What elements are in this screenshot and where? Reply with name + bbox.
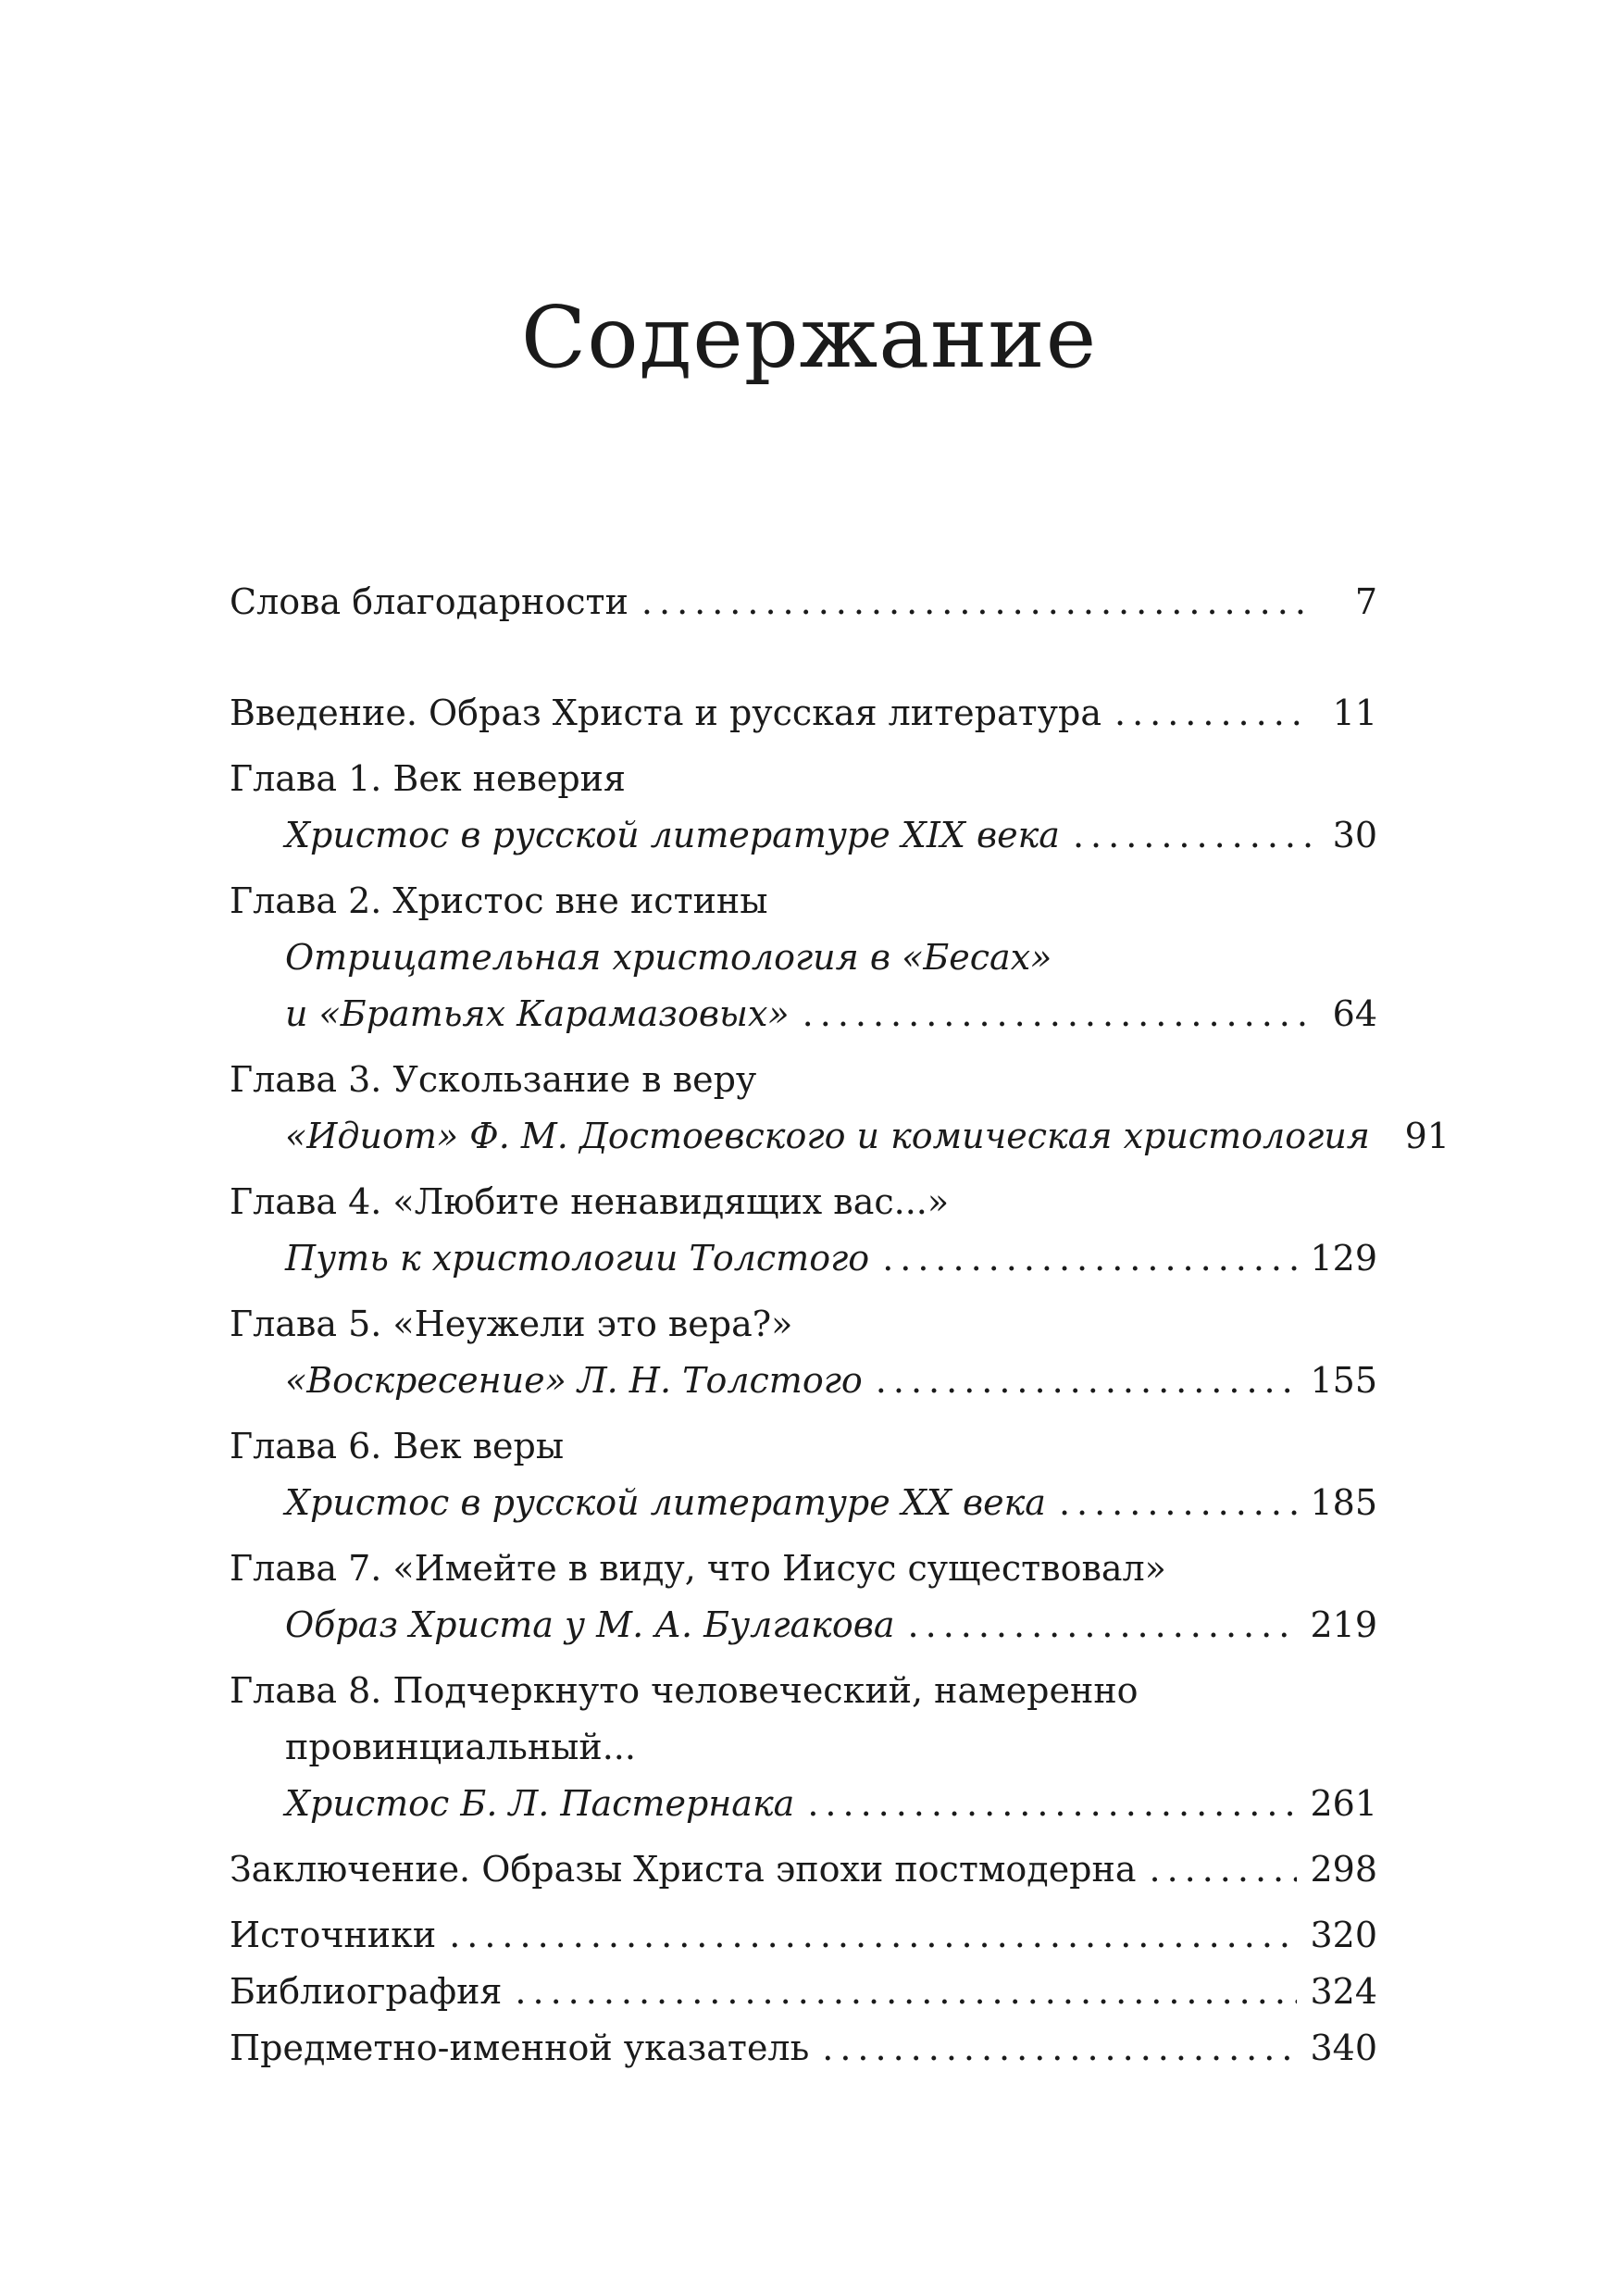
toc-entry-label: Заключение. Образы Христа эпохи постмодерна [230, 1849, 1137, 1890]
chapter-heading: Глава 2. Христос вне истины [230, 880, 768, 921]
chapter-subtitle: Образ Христа у М. А. Булгакова [285, 1604, 895, 1645]
toc-entry-label: Слова благодарности [230, 581, 629, 622]
toc-page-number: 324 [1310, 1971, 1377, 2012]
chapter-subtitle: Христос Б. Л. Пастернака [285, 1783, 795, 1824]
leader-dots [882, 1230, 1297, 1287]
toc-entry-chapter-6[interactable] [230, 1418, 1377, 1531]
toc-entry-label: Предметно-именной указатель [230, 2028, 810, 2068]
toc-page-number: 30 [1332, 815, 1377, 855]
toc-page-number: 7 [1354, 581, 1377, 622]
toc-entry-chapter-5[interactable] [230, 1296, 1377, 1409]
toc-page-number: 298 [1310, 1849, 1377, 1890]
page-title: Содержание [520, 287, 1098, 387]
toc-entry-chapter-4[interactable] [230, 1174, 1377, 1287]
chapter-heading: Глава 4. «Любите ненавидящих вас...» [230, 1181, 950, 1222]
toc-entry-index[interactable] [230, 2020, 1377, 2077]
toc-entry-chapter-3[interactable] [230, 1052, 1450, 1165]
toc-page-number: 129 [1310, 1238, 1377, 1279]
chapter-subtitle: Христос в русской литературе XX века [285, 1482, 1046, 1523]
toc-entry-acknowledgements[interactable] [230, 574, 1377, 630]
toc-page-number: 11 [1332, 693, 1377, 733]
leader-dots [641, 574, 1311, 630]
chapter-heading: Глава 7. «Имейте в виду, что Иисус существовал» [230, 1548, 1166, 1589]
toc-entry-chapter-1[interactable] [230, 751, 1377, 864]
leader-dots [1149, 1841, 1297, 1898]
chapter-subtitle: Христос в русской литературе XIX века [285, 815, 1060, 855]
toc-entry-chapter-8[interactable] [230, 1663, 1377, 1832]
chapter-subtitle: «Воскресение» Л. Н. Толстого [285, 1360, 863, 1401]
chapter-subtitle: и «Братьях Карамазовых» [285, 993, 790, 1034]
toc-entry-sources[interactable] [230, 1907, 1377, 1964]
leader-dots [803, 986, 1311, 1042]
chapter-subtitle: «Идиот» Ф. М. Достоевского и комическая христология [285, 1116, 1370, 1156]
chapter-heading: Глава 5. «Неужели это вера?» [230, 1304, 793, 1344]
toc-entry-label: Источники [230, 1915, 437, 1955]
toc-entry-introduction[interactable] [230, 685, 1377, 742]
chapter-heading: Глава 6. Век веры [230, 1426, 565, 1466]
toc-entry-chapter-7[interactable] [230, 1541, 1377, 1653]
chapter-heading-continued: провинциальный... [285, 1727, 636, 1767]
leader-dots [822, 2020, 1297, 2077]
chapter-subtitle: Путь к христологии Толстого [285, 1238, 870, 1279]
toc-page-number: 155 [1310, 1360, 1377, 1401]
leader-dots [1059, 1475, 1298, 1531]
leader-dots [1073, 807, 1311, 864]
chapter-heading: Глава 3. Ускользание в веру [230, 1059, 757, 1100]
leader-dots [449, 1907, 1297, 1964]
toc-page-number: 185 [1310, 1482, 1377, 1523]
toc-page-number: 320 [1310, 1915, 1377, 1955]
toc-page-number: 261 [1310, 1783, 1377, 1824]
toc-entry-label: Библиография [230, 1971, 503, 2012]
toc-page-number: 219 [1310, 1604, 1377, 1645]
leader-dots [876, 1353, 1298, 1409]
toc-entry-conclusion[interactable] [230, 1841, 1377, 1898]
table-of-contents [230, 574, 1450, 2077]
toc-entry-chapter-2[interactable] [230, 873, 1377, 1042]
toc-page-number: 340 [1310, 2028, 1377, 2068]
chapter-heading: Глава 1. Век неверия [230, 758, 626, 799]
toc-page-number: 64 [1332, 993, 1377, 1034]
toc-entry-label: Введение. Образ Христа и русская литература [230, 693, 1101, 733]
chapter-subtitle: Отрицательная христология в «Бесах» [285, 937, 1052, 978]
leader-dots [908, 1597, 1298, 1653]
leader-dots [515, 1964, 1297, 2020]
toc-entry-bibliography[interactable] [230, 1964, 1377, 2020]
leader-dots [807, 1776, 1297, 1832]
chapter-heading: Глава 8. Подчеркнуто человеческий, намеренно [230, 1670, 1139, 1711]
leader-dots [1114, 685, 1311, 742]
toc-page-number: 91 [1404, 1116, 1450, 1156]
